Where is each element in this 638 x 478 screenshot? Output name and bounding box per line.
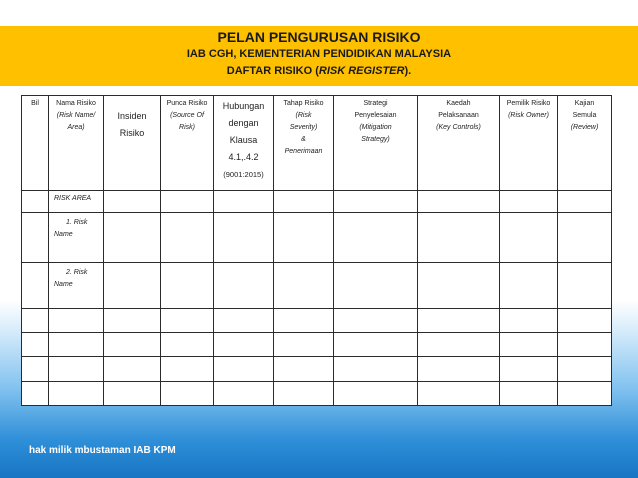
header-tahap-risiko: Tahap Risiko (Risk Severity) & Penerimaan <box>274 96 334 191</box>
table-cell <box>334 213 418 263</box>
table-cell <box>22 191 49 213</box>
register-title-italic: RISK REGISTER <box>318 65 405 77</box>
risk-area-label: RISK AREA <box>49 191 104 213</box>
table-cell <box>558 213 612 263</box>
risk-name-1: 1. Risk Name <box>49 213 104 263</box>
table-cell <box>22 213 49 263</box>
table-cell <box>214 262 274 308</box>
table-cell <box>214 213 274 263</box>
table-row <box>22 262 612 308</box>
table-cell <box>418 213 500 263</box>
table-row <box>22 191 612 213</box>
table-cell <box>161 213 214 263</box>
register-title-prefix: DAFTAR RISIKO ( <box>226 65 319 77</box>
table-cell <box>500 213 558 263</box>
header-bil: Bil <box>22 96 49 191</box>
table-row <box>22 308 612 332</box>
table-cell <box>558 262 612 308</box>
header-pemilik-risiko: Pemilik Risiko (Risk Owner) <box>500 96 558 191</box>
table-row <box>22 213 612 263</box>
table-cell <box>22 262 49 308</box>
table-cell <box>104 213 161 263</box>
register-title <box>0 65 638 77</box>
table-cell <box>161 191 214 213</box>
table-row <box>22 333 612 357</box>
table-header-row <box>22 96 612 191</box>
table-cell <box>161 262 214 308</box>
organization-title: IAB CGH, KEMENTERIAN PENDIDIKAN MALAYSIA <box>186 48 452 60</box>
table-cell <box>334 262 418 308</box>
register-title-suffix: ). <box>404 65 412 77</box>
risk-register-table <box>21 95 612 406</box>
table-cell <box>274 213 334 263</box>
table-cell <box>500 191 558 213</box>
header-nama-risiko: Nama Risiko (Risk Name/ Area) <box>49 96 104 191</box>
table-cell <box>500 262 558 308</box>
table-cell <box>418 191 500 213</box>
table-cell <box>418 262 500 308</box>
table-cell <box>214 191 274 213</box>
header-insiden-risiko: Insiden Risiko <box>104 96 161 191</box>
header-kajian-semula: Kajian Semula (Review) <box>558 96 612 191</box>
table-cell <box>334 191 418 213</box>
table-cell <box>558 191 612 213</box>
header-strategi-penyelesaian: Strategi Penyelesaian (Mitigation Strategy) <box>334 96 418 191</box>
header-kaedah-pelaksanaan: Kaedah Pelaksanaan (Key Controls) <box>418 96 500 191</box>
page-title: PELAN PENGURUSAN RISIKO <box>217 29 421 45</box>
header-hubungan-klausa: Hubungan dengan Klausa 4.1,.4.2 (9001:2015) <box>214 96 274 191</box>
table-cell <box>104 262 161 308</box>
title-banner <box>0 26 638 86</box>
table-cell <box>274 191 334 213</box>
header-punca-risiko: Punca Risiko (Source Of Risk) <box>161 96 214 191</box>
table-row <box>22 357 612 381</box>
footer-copyright: hak milik mbustaman IAB KPM <box>29 445 176 456</box>
table-cell <box>274 262 334 308</box>
table-cell <box>104 191 161 213</box>
table-row <box>22 381 612 405</box>
risk-name-2: 2. Risk Name <box>49 262 104 308</box>
